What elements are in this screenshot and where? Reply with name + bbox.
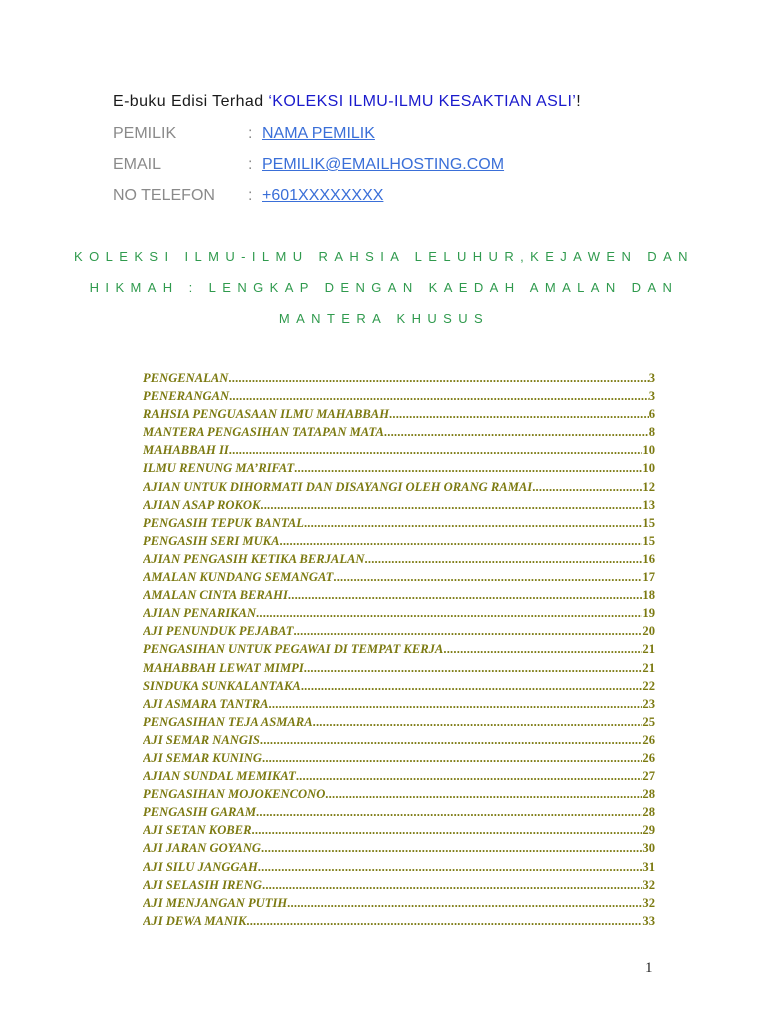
toc-dot-leader [333,568,642,586]
owner-email-label: EMAIL [113,156,162,173]
toc-dot-leader [229,441,643,459]
ebook-title: ‘KOLEKSI ILMU-ILMU KESAKTIAN ASLI’ [268,93,577,110]
subtitle-line-3: MANTERA KHUSUS [278,311,490,326]
toc-entry[interactable] [143,677,655,695]
toc-entry-title: AJI PENUNDUK PEJABAT [143,624,294,639]
toc-dot-leader [260,496,642,514]
toc-dot-leader [246,912,642,930]
toc-entry[interactable] [143,803,655,821]
toc-entry-page: 8 [648,425,655,440]
table-of-contents [143,369,655,930]
toc-entry[interactable] [143,695,655,713]
toc-dot-leader [279,532,642,550]
toc-entry-title: AJIAN SUNDAL MEMIKAT [143,769,296,784]
toc-entry[interactable] [143,749,655,767]
toc-dot-leader [229,387,649,405]
toc-entry[interactable] [143,568,655,586]
toc-entry[interactable] [143,423,655,441]
toc-entry-title: SINDUKA SUNKALANTAKA [143,678,301,693]
toc-dot-leader [532,478,642,496]
toc-entry-page: 10 [642,443,655,458]
toc-entry-page: 32 [642,877,655,892]
toc-entry-page: 23 [642,696,655,711]
toc-entry[interactable] [143,622,655,640]
toc-entry[interactable] [143,405,655,423]
toc-dot-leader [301,677,643,695]
toc-entry[interactable] [143,387,655,405]
toc-entry-page: 29 [642,823,655,838]
toc-entry-page: 15 [642,533,655,548]
toc-dot-leader [293,622,642,640]
owner-name-row: PEMILIK : NAMA PEMILIK [113,125,375,142]
owner-phone-row: NO TELEFON : +601XXXXXXXX [113,187,384,204]
toc-entry[interactable] [143,713,655,731]
toc-entry-title: AJIAN UNTUK DIHORMATI DAN DISAYANGI OLEH ORANG RAMAI [143,479,533,494]
owner-phone-label: NO TELEFON [113,187,215,204]
toc-entry-page: 31 [642,859,655,874]
header-suffix: ! [576,93,582,110]
toc-entry-page: 21 [642,642,655,657]
toc-entry-title: AJI SILU JANGGAH [143,859,258,874]
toc-entry-title: AJI ASMARA TANTRA [143,696,269,711]
toc-entry-title: AJI SEMAR KUNING [143,750,262,765]
toc-entry-page: 26 [642,750,655,765]
toc-entry-title: ILMU RENUNG MA’RIFAT [143,461,295,476]
toc-entry-page: 33 [642,913,655,928]
toc-entry[interactable] [143,496,655,514]
toc-entry-page: 3 [648,389,655,404]
toc-entry-page: 15 [642,515,655,530]
header-prefix: E-buku Edisi Terhad [113,93,269,110]
toc-entry[interactable] [143,550,655,568]
toc-dot-leader [261,839,642,857]
toc-entry-page: 19 [642,606,655,621]
toc-entry-title: PENERANGAN [143,389,230,404]
toc-entry-page: 18 [642,588,655,603]
toc-dot-leader [269,695,643,713]
owner-phone-link[interactable]: +601XXXXXXXX [262,187,384,204]
toc-dot-leader [304,659,643,677]
toc-dot-leader [389,405,649,423]
toc-entry-page: 17 [642,570,655,585]
toc-entry[interactable] [143,821,655,839]
toc-entry-page: 10 [642,461,655,476]
toc-dot-leader [256,803,642,821]
toc-entry-title: AJIAN PENARIKAN [143,606,257,621]
toc-entry-title: RAHSIA PENGUASAAN ILMU MAHABBAH [143,407,390,422]
toc-dot-leader [294,459,642,477]
toc-entry[interactable] [143,659,655,677]
toc-entry-page: 22 [642,678,655,693]
toc-entry-title: AJI SELASIH IRENG [143,877,262,892]
page-number: 1 [645,960,653,976]
toc-entry[interactable] [143,369,655,387]
ebook-header [113,93,581,111]
toc-entry[interactable] [143,586,655,604]
toc-entry[interactable] [143,785,655,803]
toc-entry-page: 12 [642,479,655,494]
toc-entry-page: 26 [642,732,655,747]
toc-entry-title: PENGASIHAN TEJA ASMARA [143,714,313,729]
toc-entry-title: PENGASIHAN UNTUK PEGAWAI DI TEMPAT KERJA [143,642,444,657]
toc-entry[interactable] [143,459,655,477]
toc-dot-leader [256,604,642,622]
toc-entry[interactable] [143,514,655,532]
toc-entry[interactable] [143,894,655,912]
owner-name-label: PEMILIK [113,125,177,142]
subtitle-line-2: HIKMAH : LENGKAP DENGAN KAEDAH AMALAN DAN [89,280,679,295]
toc-entry-page: 25 [642,714,655,729]
toc-entry-title: PENGASIH TEPUK BANTAL [143,515,304,530]
toc-dot-leader [258,858,643,876]
toc-entry-title: AJIAN ASAP ROKOK [143,497,261,512]
toc-entry[interactable] [143,532,655,550]
toc-dot-leader [260,731,643,749]
toc-entry-page: 20 [642,624,655,639]
toc-entry-page: 6 [648,407,655,422]
toc-entry-page: 21 [642,660,655,675]
toc-entry[interactable] [143,604,655,622]
toc-entry[interactable] [143,441,655,459]
toc-entry-title: MAHABBAH II [143,443,229,458]
toc-dot-leader [304,514,642,532]
toc-entry-page: 13 [642,497,655,512]
toc-entry[interactable] [143,912,655,930]
toc-entry-title: MAHABBAH LEWAT MIMPI [143,660,304,675]
toc-entry-title: AJIAN PENGASIH KETIKA BERJALAN [143,551,365,566]
toc-dot-leader [288,586,643,604]
toc-dot-leader [325,785,642,803]
subtitle-line-1: KOLEKSI ILMU-ILMU RAHSIA LELUHUR,KEJAWEN DAN [74,249,694,264]
owner-email-link[interactable]: PEMILIK@EMAILHOSTING.COM [262,156,505,173]
toc-entry-page: 30 [642,841,655,856]
toc-dot-leader [384,423,649,441]
toc-entry-title: AJI SETAN KOBER [143,823,252,838]
toc-entry[interactable] [143,478,655,496]
toc-dot-leader [443,640,642,658]
toc-entry-title: AJI SEMAR NANGIS [143,732,260,747]
toc-entry[interactable] [143,876,655,894]
toc-entry-title: PENGASIHAN MOJOKENCONO [143,787,326,802]
toc-entry-title: AJI MENJANGAN PUTIH [143,895,288,910]
toc-entry-title: AMALAN CINTA BERAHI [143,588,288,603]
toc-dot-leader [365,550,643,568]
toc-entry-page: 28 [642,805,655,820]
toc-entry-title: AJI JARAN GOYANG [143,841,262,856]
toc-entry-title: PENGASIH GARAM [143,805,257,820]
toc-entry-title: PENGENALAN [143,371,229,385]
toc-dot-leader [262,876,642,894]
owner-name-link[interactable]: NAMA PEMILIK [262,125,375,142]
toc-entry-title: PENGASIH SERI MUKA [143,533,280,548]
toc-entry-page: 3 [648,371,655,385]
toc-entry-title: MANTERA PENGASIHAN TATAPAN MATA [143,425,384,440]
toc-entry[interactable] [143,839,655,857]
toc-dot-leader [262,749,642,767]
toc-dot-leader [252,821,643,839]
toc-entry-page: 32 [642,895,655,910]
toc-dot-leader [287,894,642,912]
owner-email-row: EMAIL : PEMILIK@EMAILHOSTING.COM [113,156,505,173]
toc-entry[interactable] [143,767,655,785]
toc-entry-title: AJI DEWA MANIK [143,913,247,928]
toc-dot-leader [228,369,648,387]
toc-entry-page: 16 [642,551,655,566]
toc-entry[interactable] [143,731,655,749]
toc-entry-page: 28 [642,787,655,802]
toc-entry-title: AMALAN KUNDANG SEMANGAT [143,570,334,585]
toc-entry[interactable] [143,640,655,658]
toc-dot-leader [313,713,643,731]
toc-dot-leader [296,767,643,785]
toc-entry-page: 27 [642,769,655,784]
toc-entry[interactable] [143,858,655,876]
